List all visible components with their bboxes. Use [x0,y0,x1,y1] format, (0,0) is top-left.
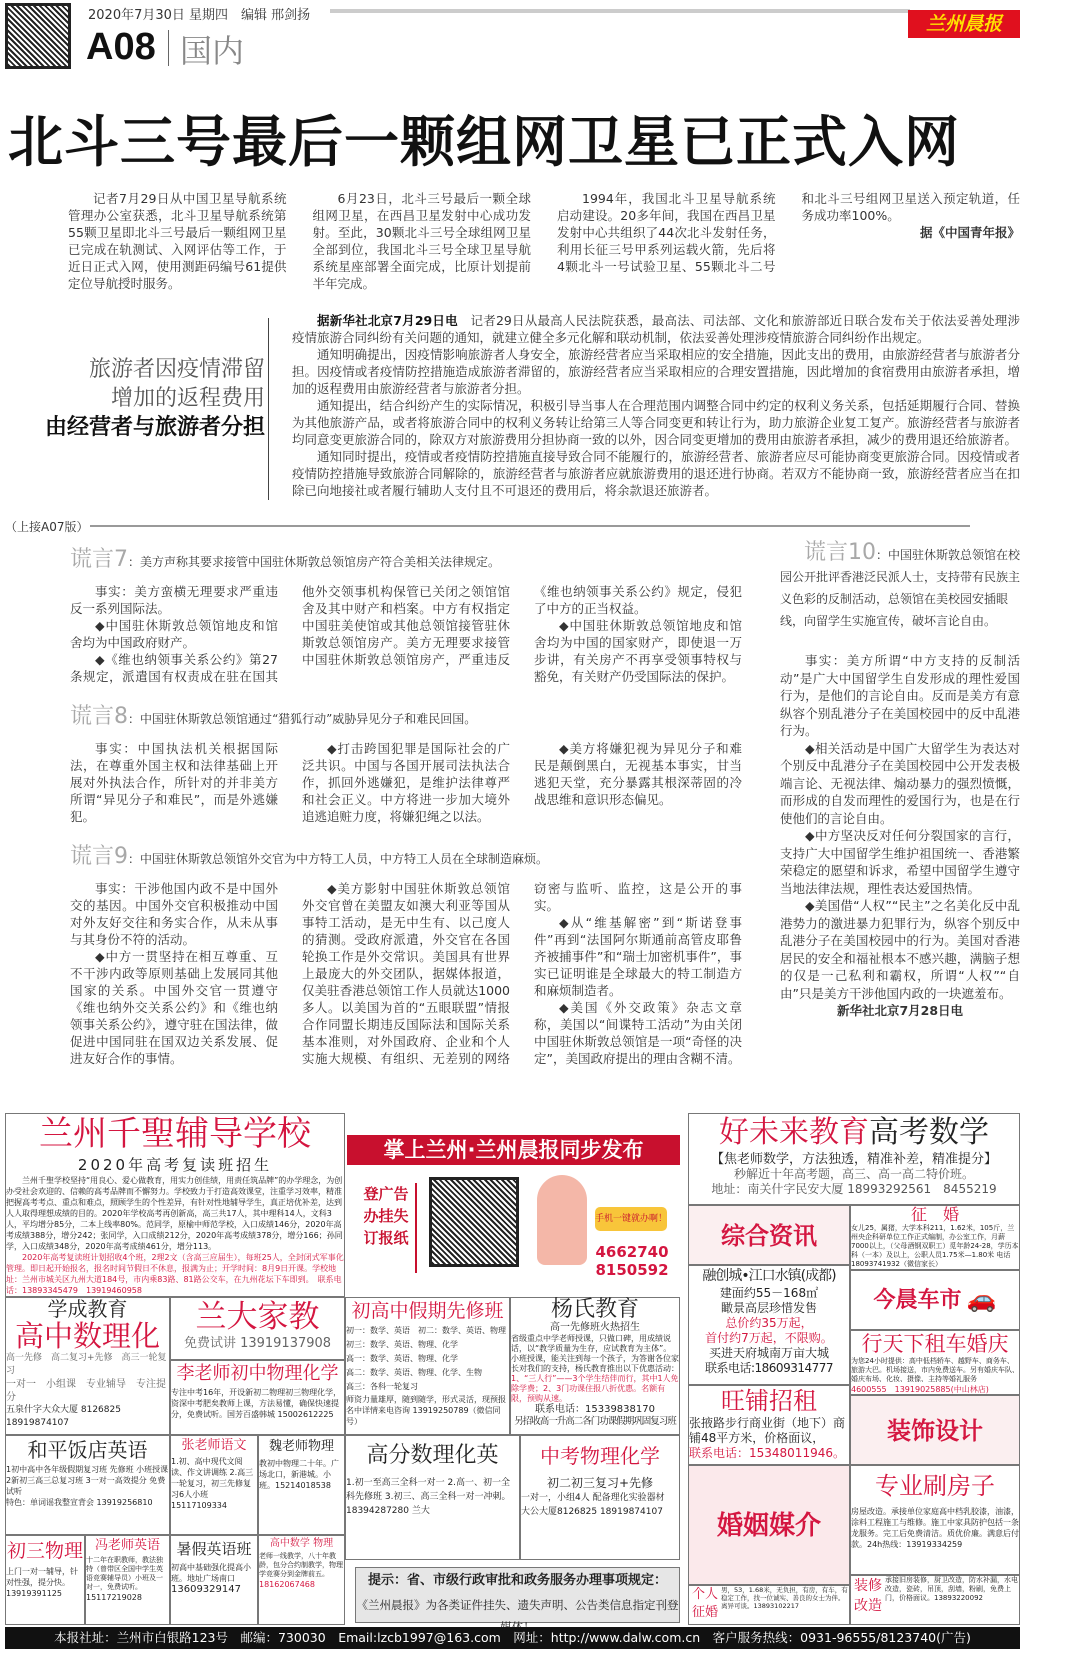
footer-contact-bar: 本报社址：兰州市白银路123号 邮编：730030 Email:lzcb1997@163.com 网址：http://www.dalw.com.cn 客户服务热线：0931-96555/8123740(广告) [5,1627,1020,1649]
ad-title: 今晨车市 [873,1288,962,1313]
ad-title: 专业刷房子 [875,1472,995,1500]
ad-title: 旺铺招租 [721,1387,817,1415]
ad-heping [5,1435,170,1535]
ad-zhongkao [520,1435,680,1560]
qr-code-icon [5,3,71,69]
ad-phone: 18162067468 [259,1580,315,1589]
ad-body: 省级重点中学老师授课，只做口碑，用成绩说话，以“教学质量为生存，应试教育为主体”。小班授课，能关注到每一个孩子，为答谢各位家长对我们的支持，杨氏教育推出以下优惠活动： [511,1334,679,1373]
ad-phone: 联系电话:18609314777 [704,1361,834,1375]
ad-haoweilai [688,1113,1020,1205]
ad-side-line: 办挂失 [363,1207,409,1225]
ad-body: 十二年在职教师，教法独特（曾带区全国中学生英语竞赛辅导员）小班及一对一，免费试听。 [86,1556,163,1591]
paragraph: ◆美方将嫌犯视为异见分子和难民是颠倒黑白，无视基本事实，甘当逃犯天堂，充分暴露其根深蒂固的冷战思维和意识形态偏见。 [534,741,742,807]
bracket-decoration [268,318,284,500]
paragraph: ◆打击跨国犯罪是国际社会的广泛共识。中国与各国开展司法执法合作，抓回外逃嫌犯，是维护法律尊严和社会正义。中方将进一步加大境外追逃追赃力度，将嫌犯绳之以法。 [302,741,510,824]
ad-qiansheng-school [5,1113,345,1297]
ad-shujia [170,1535,258,1625]
ad-phone: 15117109334 [171,1501,227,1510]
rumor-8 [70,699,742,825]
paragraph: ◆相关活动是中国广大留学生为表达对个别反中乱港分子在美国校园中公开发表极端言论、无视法律、煽动暴力的强烈愤慨，而形成的自发而理性的爱国行为，也是在行使他们的言论自由。 [780,740,1020,826]
page-number: A08 [86,26,156,68]
ad-line: 初一：数学、英语 初二：数学、英语、物理 [346,1326,506,1335]
paragraph: 通知同时提出，疫情或者疫情防控措施直接导致合同不能履行的，旅游经营者、旅游者应尽可能协商变更旅游合同。因疫情或者疫情防控措施导致旅游合同解除的，旅游经营者与旅游者应就旅游费用的退还进行协商。若双方不能协商一致，旅游经营者应当在扣除已向地接社或者履行辅助人支付且不可退还的费用后，将余款退还旅游者。 [292,449,1020,498]
paragraph: 事实：中国执法机关根据国际法，在尊重外国主权和法律基础上开展对外执法合作，所针对的并非美方所谓“异见分子和难民”，而是外逃嫌犯。 [70,741,278,824]
ad-side-line: 登广告 [363,1185,409,1203]
ad-weilaoshi [258,1435,345,1535]
rumor-7 [70,542,742,685]
paragraph: ◆美方影射中国驻休斯敦总领馆外交官曾在美盟友如澳大利亚等国从事特工活动，是无中生有、以己度人的猜测。受政府派遣，外交官在各国轮换工作是外交常识。美国具有世界上最庞大的外交团队，据媒体报道，仅美驻香港总领馆工作人员就达1000多人。以美国为首的“五眼联盟”情报合作同盟长期违反国际法和国际关系基本准则，对外国政府、企业和个人实施大规模、有组织、无差别的网络窃密与监听、监控，这是公开的事实。 [302,881,742,1066]
speech-bubble: 手机一键就办啊！ [595,1207,667,1231]
ad-title: 初三物理 [6,1540,83,1562]
ad-wangpu [688,1385,850,1465]
ad-title: 高考数学 [869,1115,989,1150]
ad-title: 高中数学 物理 [269,1538,334,1549]
rumor-label: 谎言9 [70,844,128,869]
ad-body: 上门一对一辅导，针对性强，提分快。 [6,1567,78,1587]
ad-title: 征 婚 [910,1205,959,1224]
ad-body: 张掖路步行商业街（地下）商铺48平方米，价格面议， [689,1416,846,1445]
ad-body: 女儿25，属猪，大学本科211，1.62米，105斤，兰州央企科研单位工作正式编制，办公室工作，月薪7000以上，（父母酒钢双职工）觅年龄24-28，学历本科（一本）及以上，公职人员1.75米—1.80米 电话 18093741932（微信家长） [851,1224,1019,1268]
ad-line: 建面约55－168㎡ [719,1286,819,1300]
rumors-main [70,542,742,1081]
rumor-claim: ：中国驻休斯敦总领馆外交官为中方特工人员，中方特工人员在全球制造麻烦。 [128,852,549,866]
ad-title: 兰州千聖辅导学校 [39,1114,311,1154]
ad-line: 总价约35万起， [725,1316,813,1330]
ad-phone: 特色：单词谣我整宣背会 13919256810 [6,1498,153,1507]
car-icon: 🚗 [966,1285,997,1313]
ad-title: 暑假英语班 [176,1540,252,1558]
ad-body: 1初中高中各年级假期复习班 先修班 小班授课 2新初三高三总复习班 3一对一高效提分 免费试听 [6,1465,169,1496]
ad-title: 张老师语文 [181,1438,247,1453]
ad-fenglaoshi [85,1535,170,1625]
ad-title: 装修改造 [854,1578,882,1614]
ad-title: 中考物理化学 [540,1444,660,1468]
ad-note: 另招收高一升高二各门功课假期巩固复习班 [514,1416,676,1427]
ad-body: 1.初一至高三全科一对一 2.高一、初一全科先修班 3.初三、高三全科一对一冲刺。18394287280 兰大 [346,1478,511,1516]
paragraph: 6月23日，北斗三号最后一颗全球组网卫星，在西昌卫星发射中心成功发射。至此，30颗北斗三号全球组网卫星全部到位，我国北斗三号全球卫星导航系统星座部署全面完成，比原计划提前半年完成。 [312,191,531,291]
ad-xuecheng [5,1297,170,1435]
ad-mobile-lanzhou [347,1135,680,1285]
section-rule [90,525,970,527]
ad-body: 1.初、高中现代文阅读、作文讲调练 2.高三一轮复习，初三先修复习6人小班 [171,1457,254,1499]
ad-contact: 师资力量雄厚，随到随学，形式灵活，现预报名中详情来电咨询 13919250789（微信同号） [346,1395,506,1426]
ad-body: 房屋改造。承接单位家庭高中档乳胶漆，油漆，涂料工程施工与维修。施工中家具防护包括一条龙服务。完工后免费清洁。质优价廉。满意后付款。24h热线：13919334259 [851,1507,1019,1549]
ad-line: 高二：数学、英语、物理、化学、生物 [346,1368,482,1377]
rumor-claim: ：中国驻休斯敦总领馆在校园公开批评香港泛民派人士，支持带有民族主义色彩的反制活动，总领馆在美校园安插眼线，向留学生实施宣传，破坏言论自由。 [780,548,1021,628]
ad-title: 掌上兰州·兰州晨报同步发布 [347,1135,680,1165]
ad-line: 首付约7万起，不限购。 [705,1331,833,1345]
ad-cheshi [850,1270,1020,1330]
ad-contact: 2020年高考复读班计划招收4个班，2理2文（含高三应届生），每班25人，全封闭式军事化管理。即日起开始报名，报名时间节假日不休息，报满为止；开学时间：8月9日开课。学校地址：兰州市城关区九州大道184号，市内乘83路、81路公交车，在九州花坛下车即到。 联系电话：13893345479 13919460958 [6,1253,344,1295]
ad-shuafang [850,1465,1020,1575]
paragraph: 事实：干涉他国内政不是中国外交的基因。中国外交官积极推动中国对外友好交往和务实合作，从未从事与其身份不符的活动。 [70,881,278,947]
ad-xianxiu [345,1297,510,1435]
ad-title: 魏老师物理 [268,1439,334,1454]
paragraph: 1994年，我国北斗卫星导航系统启动建设。20多年间，我国在西昌卫星发射中心共组织了44次北斗发射任务，利用长征三号甲系列运载火箭，先后将4颗北斗一号试验卫星、55颗北斗二号和北斗三号组网卫星送入预定轨道，任务成功率100%。 [557,191,1020,274]
ad-title: 婚姻媒介 [716,1511,821,1541]
ad-phone: 13609329147 [171,1584,241,1595]
ad-line: 一对一，小组4人 配备理化实验器材 [521,1493,665,1503]
paragraph: ◆《维也纳领事关系公约》第27条规定，派遣国有权责成在驻在国其他外交领事机构保管已关闭之领馆馆舍及其中财产和档案。中方有权指定中国驻美使馆或其他总领馆接管驻休斯敦总领馆房产。美方无理要求接管中国驻休斯敦总领馆房产，严重违反《维也纳领事关系公约》规定，侵犯了中方的正当权益。 [70,584,742,684]
ad-phone: 13919391125 [6,1589,62,1598]
ad-chusanwuli [5,1535,85,1625]
ad-xingtianxia [850,1330,1020,1395]
rumor-claim: ：中国驻休斯敦总领馆通过“猎狐行动”威胁异见分子和难民回国。 [128,712,477,726]
ad-phone: 五泉什字大众大厦 8126825 18919874107 [6,1405,121,1428]
article-beidou [68,190,1020,292]
subtitle-line: 旅游者因疫情滞留 [88,357,265,382]
ad-line: 高一：数学、英语、物理、化学 [346,1354,458,1363]
notice-box [355,1567,680,1623]
article-source: 新华社北京7月28日电 [836,1003,964,1018]
ad-title: 兰大家教 [195,1299,320,1335]
ad-title: 好未来教育 [719,1115,869,1150]
article-subtitle [0,355,265,442]
ad-subtitle: 2020年高考复读班招生 [77,1156,273,1174]
ad-title: 李老师初中物理化学 [176,1363,339,1384]
paragraph: 通知提出，结合纠纷产生的实际情况，积极引导当事人在合理范围内调整合同中约定的权利义务关系，包括延期履行合同、替换为其他旅游产品，或者将旅游合同中的权利义务转让给第三人等合同变更和转让行为，助力旅游企业复工复产。旅游经营者与旅游者均同意变更旅游合同的，除双方对旅游费用分担协商一致的以外，因合同变更增加的费用由旅游者承担，减少的费用退还给旅游者。 [292,398,1020,447]
paragraph: 通知明确提出，因疫情影响旅游者人身安全，旅游经营者应当采取相应的安全措施，因此支出的费用，由旅游经营者与旅游者分担。因疫情或者疫情防控措施造成旅游者滞留的，旅游经营者应当采取相应的合理安置措施，因此增加的食宿费用由旅游者承担，增加的返程费用由旅游经营者与旅游者分担。 [292,347,1020,396]
ad-side-line: 订报纸 [363,1229,409,1247]
rumor-label: 谎言7 [70,547,128,572]
article-tourism [292,312,1020,499]
subtitle-line: 由经营者与旅游者分担 [44,415,265,440]
ad-title: 学成教育 [47,1297,128,1321]
section-name: 国内 [180,32,245,70]
ad-zhanglaoshi [170,1435,258,1535]
ad-line: 瞰景高层珍惜发售 [720,1301,817,1315]
ad-zonghe [688,1205,850,1265]
paragraph: 记者29日从最高人民法院获悉，最高法、司法部、文化和旅游部近日联合发布关于依法妥善处理涉疫情旅游合同纠纷有关问题的通知，就建立健全多元化解和联动机制，依法妥善处理涉疫情旅游合同纠纷作出规定。 [292,313,1020,345]
ad-title: 行天下租车婚庆 [861,1332,1009,1356]
notice-text: 《兰州晨报》为各类证件挂失、遗失声明、公告类信息指定刊登 [356,1598,679,1612]
ad-zhuangshi [850,1395,1020,1465]
rumor-label: 谎言8 [70,704,128,729]
continued-label: （上接A07版） [5,520,89,534]
subtitle-line: 增加的返程费用 [110,386,265,411]
headline: 北斗三号最后一颗组网卫星已正式入网 [8,110,961,174]
ad-lilaoshi [170,1360,345,1435]
ad-line: 初二初三复习+先修 [546,1476,654,1490]
paragraph: ◆美国《外交政策》杂志文章称，美国以“间谍特工活动”为由关闭中国驻休斯敦总领馆是一项“奇怪的决定”，美国政府提出的理由含糊不清。 [534,1000,742,1066]
ad-title: 高中数理化 [14,1319,160,1353]
ad-phone: 联系电话：15339838170 [535,1404,655,1415]
ad-line: 地址：南关什字民安大厦 18993292561 8455219 [711,1182,997,1196]
ad-line: 秒解近十年高考题，高三、高一高二特价班。 [733,1167,974,1181]
ad-subtitle: 高一先修班火热招生 [550,1322,640,1333]
ad-body: 男，53，1.68米，无负担，有房，有车，有稳定工作，找一位诚实、善良的女士为伴。离异可谈。13893102217 [721,1586,848,1610]
rumor-9 [70,839,742,1067]
ad-body: 为您24小时提供：高中低档轿车、越野车、商务车、旅游大巴。机场接送，市内免费送车。另有婚庆车队、婚庆布场、化妆、摄像、主持等婚礼服务 [851,1357,1019,1383]
issue-date: 2020年7月30日 星期四 编辑 邢剑扬 [88,8,311,23]
rumor-claim: ：美方声称其要求接管中国驻休斯敦总领馆房产符合美相关法律规定。 [128,555,501,569]
dateline: 据新华社北京7月29日电 [317,313,458,328]
ad-phone: 4662740 [595,1243,669,1261]
ad-title: 综合资讯 [721,1222,817,1250]
cartoon-girl-icon [537,1175,587,1265]
ad-title: 装饰设计 [887,1417,983,1445]
ad-phone: 15117219028 [86,1593,142,1602]
paragraph: ◆中方坚决反对任何分裂国家的言行，支持广大中国留学生维护祖国统一、香港繁荣稳定的愿望和诉求，希望中国留学生遵守当地法律法规，理性表达爱国热情。 [780,828,1020,896]
notice-title: 提示：省、市级行政审批和政务服务办理事项规定： [367,1573,667,1588]
ad-title: 初高中假期先修班 [351,1300,504,1322]
ad-hunyin [688,1465,850,1585]
paragraph: 事实：美方蛮横无理要求严重违反一系列国际法。 [70,584,278,616]
ad-rongchuang [688,1265,850,1385]
ad-phone: 免费试讲 13919137908 [183,1336,332,1351]
ad-line: 高一先修 高二复习+先修 高三一轮复习 [6,1353,167,1376]
ad-gaozhong [258,1535,345,1625]
paragraph: ◆从“维基解密”到“斯诺登事件”再到“法国阿尔斯通前高管皮耶鲁齐被捕事件”和“瑞士加密机事件”，事实已证明谁是全球最大的特工制造方和麻烦制造者。 [534,915,742,998]
ad-body: 专注中考16年，开设新初二物理初三物理化学，资深中考肥矣教师上课，方法易懂，确保快速提分，免费试听。国芳百盛韩城 15002612225 [171,1388,342,1419]
ad-offer: 1、“三人行”——3个学生结伴而行，其中1人免除学费；2、3门功课住报八折优惠。名额有限，预购从速。 [511,1374,679,1403]
ad-body: 初高中基础强化提高小班。地址广场南口 [171,1563,251,1583]
paragraph: ◆中国驻休斯敦总领馆地皮和馆舍均为中国政府财产。 [70,618,278,650]
divider [168,30,169,66]
paragraph: ◆中国驻休斯敦总领馆地皮和馆舍均为中国的国家财产，即使退一万步讲，有关房产不再享受领事特权与豁免，有关财产仍受国际法的保护。 [534,618,742,684]
newspaper-logo: 兰州晨报 [908,10,1020,38]
ad-body: 兰州千聖学校坚持“用良心、爱心做教育，用实力创佳绩，用责任筑品牌”的办学理念，为创办受社会欢迎的、信赖的高考品牌而不懈努力。学校致力于打造高效课堂，注重学习效率，精准把握高考考点、重点和难点，照顾学生的个性差异，有针对性地辅导学生，真正培优补差，达到人人取得理想成绩的目的。2020年学校高考再创新高，高三共17人，其中理科14人，文科3人，平均增分85分，二本上线率80%。范同学，原榆中师范学校，入口成绩146分，2020年高考成绩388分，增分242；张同学，入口成绩212分，2020年高考成绩378分，增分166；孙同学，入口成绩348分，2020年高考成绩461分，增分113。 [6,1176,343,1251]
ad-body: 教初中物理二十年。广场北口，新港城。小班。15214018538 [259,1459,339,1490]
ad-phone: 4600555 13919025885(中山林店) [851,1385,989,1394]
ad-phone: 联系电话：15348011946。 [689,1446,845,1460]
ad-geren [688,1585,850,1625]
ad-title: 个人征婚 [691,1587,718,1620]
ad-title: 冯老师英语 [94,1538,160,1553]
ad-line: 一对一 小组课 专业辅导 专注提分 [6,1379,166,1403]
paragraph: 记者7月29日从中国卫星导航系统管理办公室获悉，北斗卫星导航系统第55颗卫星即北斗三号最后一颗组网卫星已完成在轨测试、入网评估等工作，于近日正式入网，使用测距码编号61提供定位导航授时服务。 [68,191,287,291]
rumor-label: 谎言10 [804,540,876,565]
ad-landa [170,1297,345,1360]
ad-gaofen [345,1435,520,1560]
ad-yangshi [510,1297,680,1435]
ad-title: 融创城•江口水镇(成都) [702,1268,836,1284]
rumor-10 [780,542,1020,1020]
ad-zhenghun [850,1205,1020,1270]
ad-title: 杨氏教育 [550,1297,639,1322]
qr-code-icon [429,1177,519,1267]
paragraph: ◆美国借“人权”“民主”之名美化反中乱港势力的激进暴力犯罪行为，纵容个别反中乱港分子在美国校园中的行为。美国对香港居民的安全和福祉根本不感兴趣，满脑子想的仅是一己私利和霸权，所谓“人权”“自由”只是美方干涉他国内政的一块遮羞布。 [780,898,1020,1001]
ad-title: 高分数理化英 [366,1443,499,1468]
article-source: 据《中国青年报》 [919,225,1020,240]
paragraph: 事实：美方所谓“中方支持的反制活动”是广大中国留学生自发形成的理性爱国行为，是他们的言论自由。反而是美方有意纵容个别乱港分子在美国校园中的反中乱港行为。 [780,653,1020,738]
ad-line: 初三：数学、英语、物理、化学 [346,1340,458,1349]
ad-body: 承接旧房装修，厨卫改造，防水补漏，水电改造，瓷砖，吊顶，刮墙，粉刷，免费上门，价格面议。13893220092 [885,1576,1018,1602]
ad-line: 高三：各科一轮复习 [346,1382,418,1391]
ad-zhuangxiu [850,1575,1020,1625]
ad-line: 【焦老师数学，方法独透，精准补差，精准提分】 [710,1152,997,1167]
ad-body: 老师一线教学，八十年教龄，包分合约制教学，物理学竞赛分到金牌前五。 [259,1552,343,1578]
paragraph: ◆中方一贯坚持在相互尊重、互不干涉内政等原则基础上发展同其他国家的关系。中国外交官一贯遵守《维也纳外交关系公约》和《维也纳领事关系公约》，遵守驻在国法律，做促进中国同驻在国双边关系发展、促进友好合作的事情。 [70,949,278,1066]
ad-phone: 8150592 [595,1261,669,1279]
ad-title: 和平饭店英语 [27,1438,148,1462]
ad-phone: 大公大厦8126825 18919874107 [521,1507,663,1517]
header-rule [330,9,910,13]
ad-line: 买进天府城南万亩大城 [708,1346,829,1360]
